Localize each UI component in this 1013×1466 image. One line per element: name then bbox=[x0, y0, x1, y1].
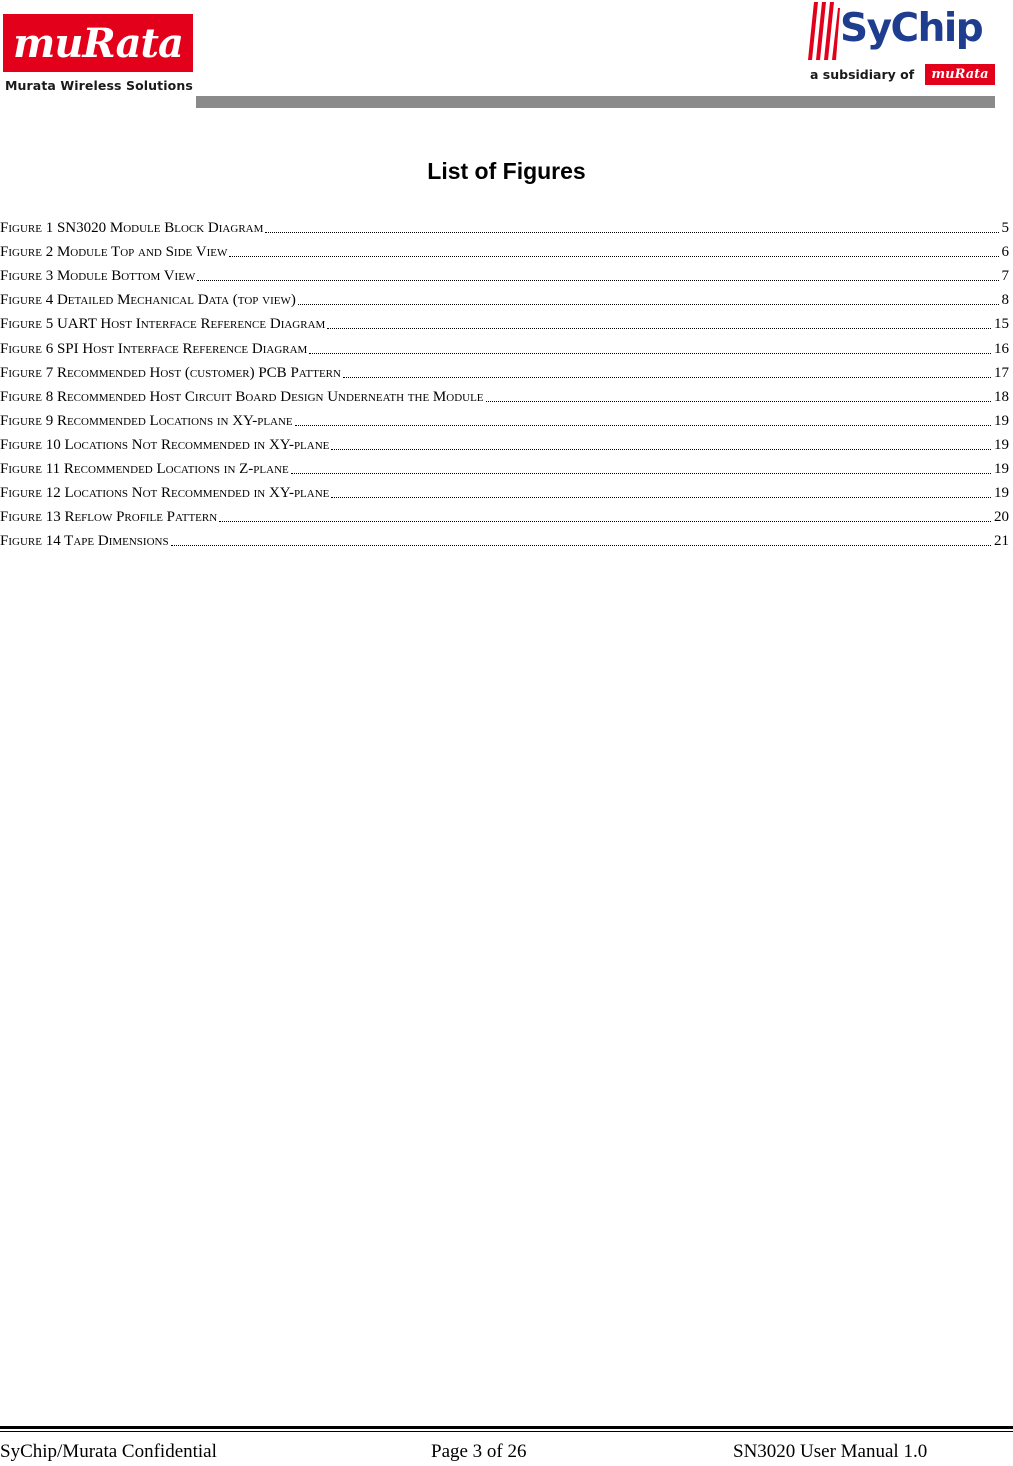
toc-entry[interactable] bbox=[0, 309, 1009, 333]
toc-entry[interactable] bbox=[0, 333, 1009, 357]
toc-entry-label: Figure 11 Recommended Locations in Z-plane bbox=[0, 461, 289, 478]
sychip-murata-badge bbox=[925, 64, 995, 85]
toc-entry-label: Figure 5 UART Host Interface Reference Diagram bbox=[0, 316, 326, 333]
murata-logo bbox=[3, 14, 193, 92]
toc-entry-label: Figure 13 Reflow Profile Pattern bbox=[0, 509, 218, 526]
toc-entry-page: 19 bbox=[994, 412, 1009, 429]
footer-page-number: Page 3 of 26 bbox=[431, 1441, 527, 1462]
toc-entry-page: 19 bbox=[994, 436, 1009, 453]
toc-entry-label: Figure 1 SN3020 Module Block Diagram bbox=[0, 220, 264, 237]
sychip-logo-text: SyChip bbox=[840, 6, 983, 51]
murata-tagline: Murata Wireless Solutions bbox=[5, 78, 193, 93]
toc-entry-label: Figure 10 Locations Not Recommended in XY-plane bbox=[0, 436, 330, 453]
toc-entry-label: Figure 2 Module Top and Side View bbox=[0, 244, 228, 261]
toc-entry-page: 16 bbox=[994, 340, 1009, 357]
toc-entry-label: Figure 3 Module Bottom View bbox=[0, 268, 196, 285]
figures-list bbox=[0, 213, 1009, 550]
toc-entry-label: Figure 14 Tape Dimensions bbox=[0, 533, 169, 550]
sychip-stripes-icon bbox=[808, 0, 840, 62]
toc-entry[interactable] bbox=[0, 382, 1009, 406]
murata-logo-badge bbox=[3, 14, 193, 72]
toc-entry[interactable] bbox=[0, 237, 1009, 261]
toc-leader bbox=[291, 472, 991, 474]
footer-rule-thin bbox=[0, 1431, 1013, 1432]
toc-leader bbox=[343, 376, 991, 378]
toc-leader bbox=[265, 231, 998, 233]
toc-leader bbox=[331, 496, 991, 498]
footer-confidential: SyChip/Murata Confidential bbox=[0, 1441, 217, 1462]
toc-leader bbox=[219, 520, 991, 522]
toc-entry-page: 18 bbox=[994, 388, 1009, 405]
toc-entry[interactable] bbox=[0, 526, 1009, 550]
toc-leader bbox=[229, 255, 998, 257]
toc-entry-page: 21 bbox=[994, 533, 1009, 550]
toc-entry[interactable] bbox=[0, 213, 1009, 237]
toc-leader bbox=[298, 303, 999, 305]
toc-leader bbox=[309, 352, 991, 354]
toc-entry-page: 19 bbox=[994, 485, 1009, 502]
toc-entry[interactable] bbox=[0, 358, 1009, 382]
toc-leader bbox=[327, 327, 991, 329]
toc-leader bbox=[171, 544, 991, 546]
sychip-tagline: a subsidiary of bbox=[810, 67, 915, 82]
toc-entry-label: Figure 4 Detailed Mechanical Data (top view) bbox=[0, 292, 296, 309]
footer-rule-thick bbox=[0, 1426, 1013, 1429]
toc-entry-page: 7 bbox=[1001, 268, 1009, 285]
header-divider-bar bbox=[196, 96, 995, 108]
murata-logo-text: muRata bbox=[13, 19, 183, 67]
toc-entry-label: Figure 6 SPI Host Interface Reference Diagram bbox=[0, 340, 308, 357]
page-title: List of Figures bbox=[427, 158, 586, 184]
toc-entry-page: 19 bbox=[994, 461, 1009, 478]
toc-entry-label: Figure 7 Recommended Host (customer) PCB Pattern bbox=[0, 364, 341, 381]
toc-entry-page: 20 bbox=[994, 509, 1009, 526]
sychip-murata-badge-text: muRata bbox=[931, 67, 989, 82]
toc-leader bbox=[486, 400, 991, 402]
toc-entry-label: Figure 12 Locations Not Recommended in XY-plane bbox=[0, 485, 330, 502]
toc-entry[interactable] bbox=[0, 502, 1009, 526]
toc-entry[interactable] bbox=[0, 430, 1009, 454]
toc-entry[interactable] bbox=[0, 454, 1009, 478]
toc-entry-page: 5 bbox=[1001, 220, 1009, 237]
footer-document-title: SN3020 User Manual 1.0 bbox=[733, 1441, 928, 1462]
toc-entry[interactable] bbox=[0, 261, 1009, 285]
toc-entry-page: 15 bbox=[994, 316, 1009, 333]
toc-entry-label: Figure 9 Recommended Locations in XY-plane bbox=[0, 412, 293, 429]
toc-entry-page: 17 bbox=[994, 364, 1009, 381]
toc-entry-page: 8 bbox=[1001, 292, 1009, 309]
sychip-logo bbox=[808, 0, 1003, 92]
toc-leader bbox=[295, 424, 991, 426]
toc-leader bbox=[331, 448, 991, 450]
toc-entry[interactable] bbox=[0, 285, 1009, 309]
toc-entry-page: 6 bbox=[1001, 244, 1009, 261]
toc-entry[interactable] bbox=[0, 406, 1009, 430]
toc-entry-label: Figure 8 Recommended Host Circuit Board Design Underneath the Module bbox=[0, 388, 484, 405]
toc-entry[interactable] bbox=[0, 478, 1009, 502]
toc-leader bbox=[197, 279, 998, 281]
